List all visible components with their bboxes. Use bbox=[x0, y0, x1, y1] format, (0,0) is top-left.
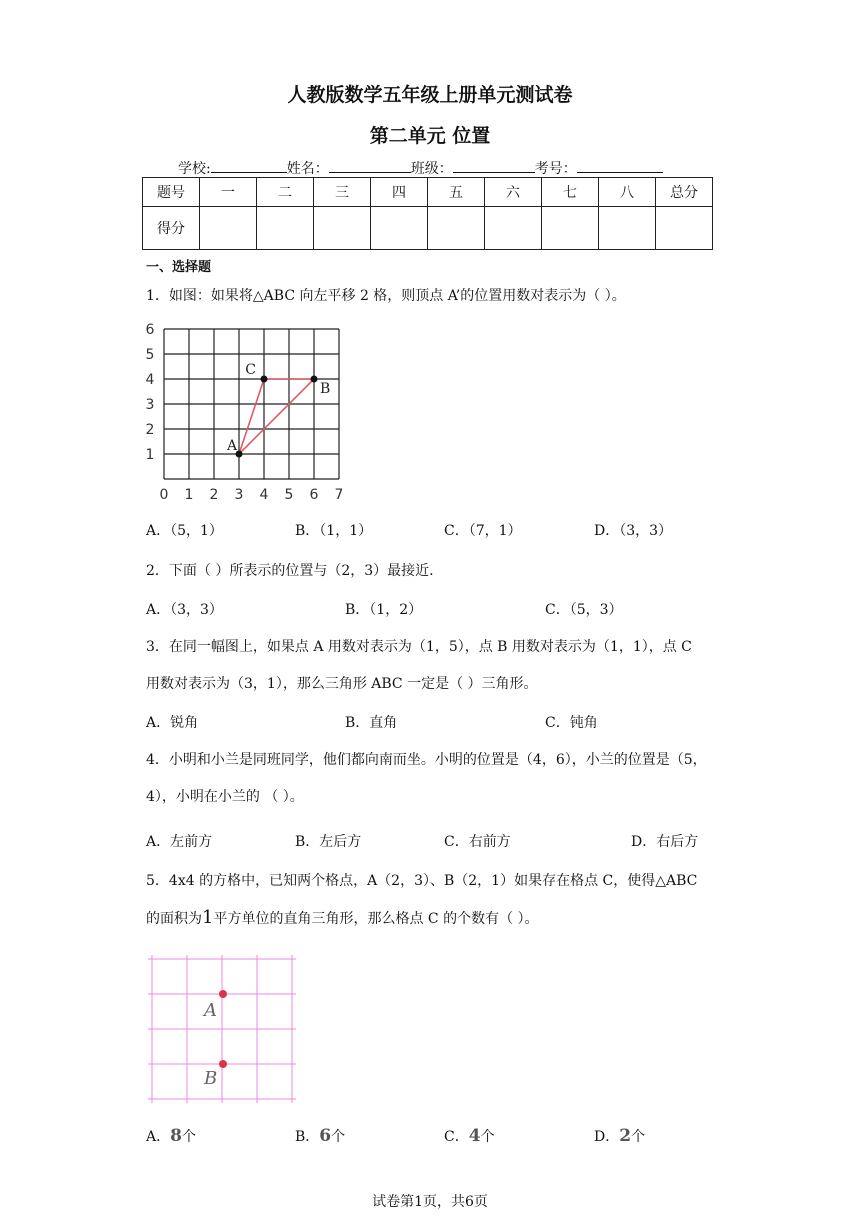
triangle-vertices bbox=[226, 362, 330, 458]
name-label: 姓名： bbox=[286, 161, 329, 177]
score-cell[interactable] bbox=[314, 207, 371, 250]
class-blank bbox=[453, 158, 535, 173]
lattice-grid-lines bbox=[148, 955, 296, 1103]
y-axis-tick-labels bbox=[146, 322, 155, 463]
y-tick-label: 3 bbox=[145, 397, 155, 413]
score-cell[interactable] bbox=[542, 207, 599, 250]
q1-option-c[interactable]: C．（7，1） bbox=[444, 523, 522, 539]
x-tick-label: 7 bbox=[334, 487, 344, 500]
q1-option-d[interactable]: D．（3，3） bbox=[594, 523, 673, 539]
q2-option-a[interactable]: A．（3，3） bbox=[146, 602, 223, 618]
question-3-line-2: 用数对表示为（3，1），那么三角形 ABC 一定是（ ）三角形。 bbox=[146, 676, 538, 692]
question-3-line-1: 3．在同一幅图上，如果点 A 用数对表示为（1，5），点 B 用数对表示为（1，1），点 C bbox=[146, 639, 692, 655]
section-heading: 一、选择题 bbox=[146, 260, 212, 275]
student-info-line bbox=[178, 158, 663, 178]
q5-option-d-number: 2 bbox=[619, 1126, 632, 1146]
q5-option-c-suffix: 个 bbox=[480, 1129, 495, 1145]
score-header-cell: 六 bbox=[485, 178, 542, 207]
page-title: 人教版数学五年级上册单元测试卷 bbox=[287, 84, 573, 106]
x-tick-label: 1 bbox=[184, 487, 194, 500]
q5-area-number: 1 bbox=[202, 907, 214, 928]
q5-option-b-prefix: B． bbox=[295, 1129, 320, 1145]
page-subtitle: 第二单元 位置 bbox=[369, 125, 491, 147]
x-tick-label: 5 bbox=[284, 487, 294, 500]
school-blank bbox=[211, 158, 287, 173]
score-cell[interactable] bbox=[428, 207, 485, 250]
score-cell[interactable] bbox=[599, 207, 656, 250]
q5-option-a[interactable] bbox=[146, 1126, 196, 1146]
q4-option-b[interactable]: B．左后方 bbox=[295, 834, 362, 850]
score-header-cell: 二 bbox=[257, 178, 314, 207]
score-header-cell: 五 bbox=[428, 178, 485, 207]
point-a-dot bbox=[219, 990, 227, 998]
school-label: 学校: bbox=[178, 161, 211, 177]
lattice-grid-figure bbox=[140, 950, 300, 1105]
score-cell[interactable] bbox=[485, 207, 542, 250]
q5-option-c[interactable] bbox=[444, 1126, 495, 1146]
question-5-line-1: 5．4x4 的方格中，已知两个格点，A（2，3）、B（2，1）如果存在格点 C，使得△ABC bbox=[146, 873, 698, 889]
score-header-cell: 一 bbox=[200, 178, 257, 207]
q4-option-a[interactable]: A．左前方 bbox=[146, 834, 213, 850]
score-header-cell: 八 bbox=[599, 178, 656, 207]
score-header-cell: 题号 bbox=[143, 178, 200, 207]
triangle-abc bbox=[239, 379, 314, 454]
y-tick-label: 4 bbox=[145, 372, 155, 388]
x-tick-label: 4 bbox=[259, 487, 269, 500]
point-b-dot bbox=[219, 1060, 227, 1068]
vertex-b-dot bbox=[311, 376, 318, 383]
point-a-label: A bbox=[204, 1000, 217, 1021]
q2-option-c[interactable]: C．（5，3） bbox=[545, 602, 623, 618]
y-tick-label: 1 bbox=[145, 447, 155, 463]
q5-line-2-start: 的面积为 bbox=[146, 911, 202, 927]
q4-option-d[interactable]: D．右后方 bbox=[631, 834, 699, 850]
score-header-cell: 三 bbox=[314, 178, 371, 207]
question-2-text: 2．下面（ ）所表示的位置与（2，3）最接近. bbox=[146, 563, 434, 579]
y-tick-label: 2 bbox=[145, 422, 155, 438]
q5-option-a-suffix: 个 bbox=[181, 1129, 196, 1145]
vertex-c-label: C bbox=[245, 362, 256, 378]
x-axis-tick-labels bbox=[160, 487, 344, 500]
x-tick-label: 6 bbox=[309, 487, 319, 500]
question-4-line-1: 4．小明和小兰是同班同学，他们都向南而坐。小明的位置是（4，6），小兰的位置是（5， bbox=[146, 752, 707, 768]
page-footer: 试卷第1页，共6页 bbox=[372, 1194, 488, 1210]
q3-option-b[interactable]: B．直角 bbox=[345, 715, 398, 731]
point-b-label: B bbox=[204, 1068, 218, 1089]
question-5-line-2 bbox=[146, 907, 539, 928]
grid-lines bbox=[164, 329, 339, 479]
q5-line-2-end: 平方单位的直角三角形，那么格点 C 的个数有（ ）。 bbox=[213, 911, 539, 927]
score-cell[interactable] bbox=[200, 207, 257, 250]
score-header-cell: 七 bbox=[542, 178, 599, 207]
q5-option-d-suffix: 个 bbox=[631, 1129, 646, 1145]
score-table-header-row bbox=[143, 178, 713, 207]
name-blank bbox=[329, 158, 411, 173]
vertex-a-label: A bbox=[227, 438, 238, 454]
coordinate-grid-figure bbox=[140, 318, 350, 500]
vertex-b-label: B bbox=[320, 381, 331, 397]
score-row-label: 得分 bbox=[143, 207, 200, 250]
class-label: 班级： bbox=[410, 161, 453, 177]
q2-option-b[interactable]: B．（1，2） bbox=[345, 602, 423, 618]
q5-option-d-prefix: D． bbox=[594, 1129, 620, 1145]
q5-option-b[interactable] bbox=[295, 1126, 345, 1146]
q5-option-b-number: 6 bbox=[319, 1126, 332, 1146]
y-tick-label: 6 bbox=[145, 322, 155, 338]
score-header-cell: 总分 bbox=[656, 178, 713, 207]
q5-option-c-number: 4 bbox=[468, 1126, 481, 1146]
q3-option-c[interactable]: C．钝角 bbox=[545, 715, 598, 731]
q3-option-a[interactable]: A．锐角 bbox=[146, 715, 199, 731]
q5-option-a-number: 8 bbox=[170, 1126, 182, 1146]
question-1-text: 1．如图：如果将△ABC 向左平移 2 格，则顶点 A’的位置用数对表示为（ ）。 bbox=[146, 288, 626, 304]
q5-option-a-prefix: A． bbox=[146, 1129, 171, 1145]
score-table bbox=[142, 177, 713, 250]
exam-no-blank bbox=[577, 158, 663, 173]
score-cell[interactable] bbox=[371, 207, 428, 250]
score-table-score-row bbox=[143, 207, 713, 250]
score-cell[interactable] bbox=[257, 207, 314, 250]
score-cell[interactable] bbox=[656, 207, 713, 250]
q1-option-a[interactable]: A．（5，1） bbox=[146, 523, 223, 539]
vertex-c-dot bbox=[261, 376, 268, 383]
x-tick-label: 3 bbox=[234, 487, 244, 500]
exam-no-label: 考号： bbox=[534, 161, 577, 177]
y-tick-label: 5 bbox=[145, 347, 155, 363]
x-tick-label: 0 bbox=[159, 487, 169, 500]
q4-option-c[interactable]: C．右前方 bbox=[444, 834, 511, 850]
score-header-cell: 四 bbox=[371, 178, 428, 207]
q1-option-b[interactable]: B．（1，1） bbox=[295, 523, 373, 539]
x-tick-label: 2 bbox=[209, 487, 219, 500]
q5-option-b-suffix: 个 bbox=[331, 1129, 346, 1145]
q5-option-c-prefix: C． bbox=[444, 1129, 469, 1145]
q5-option-d[interactable] bbox=[594, 1126, 645, 1146]
question-4-line-2: 4），小明在小兰的 （ ）。 bbox=[146, 789, 304, 805]
